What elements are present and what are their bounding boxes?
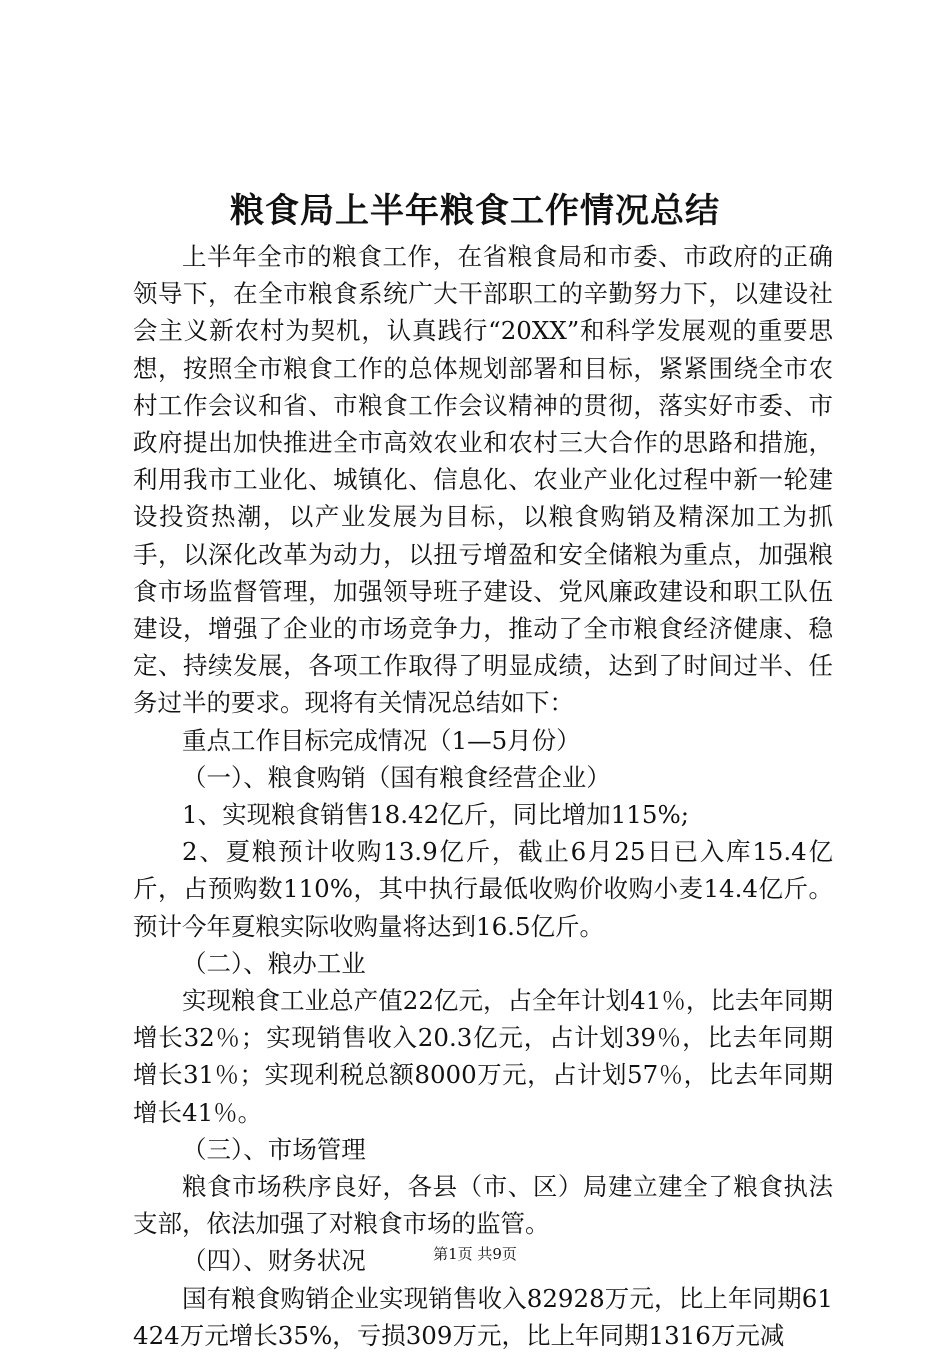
paragraph-intro: 上半年全市的粮食工作，在省粮食局和市委、市政府的正确领导下，在全市粮食系统广大干部职工的辛勤努力下，以建设社会主义新农村为契机，认真践行“20XX”和科学发展观的重要思想，按照全市粮食工作的总体规划部署和目标，紧紧围绕全市农村工作会议和省、市粮食工作会议精神的贯彻，落实好市委、市政府提出加快推进全市高效农业和农村三大合作的思路和措施，利用我市工业化、城镇化、信息化、农业产业化过程中新一轮建设投资热潮，以产业发展为目标，以粮食购销及精深加工为抓手，以深化改革为动力，以扭亏增盈和安全储粮为重点，加强粮食市场监督管理，加强领导班子建设、党风廉政建设和职工队伍建设，增强了企业的市场竞争力，推动了全市粮食经济健康、稳定、持续发展，各项工作取得了明显成绩，达到了时间过半、任务过半的要求。现将有关情况总结如下：: [133, 242, 833, 718]
paragraph-item-1: 1、实现粮食销售18.42亿斤，同比增加115%;: [182, 800, 690, 830]
paragraph-heading-targets: 重点工作目标完成情况（1—5月份）: [182, 725, 581, 755]
document-title: 粮食局上半年粮食工作情况总结: [230, 191, 720, 231]
paragraph-market: 粮食市场秩序良好，各县（市、区）局建立建全了粮食执法支部，依法加强了对粮食市场的监管。: [133, 1172, 833, 1239]
section-heading-2: （二）、粮办工业: [182, 948, 366, 978]
paragraph-finance: 国有粮食购销企业实现销售收入82928万元，比上年同期61424万元增长35%，亏损309万元，比上年同期1316万元减: [133, 1283, 833, 1350]
paragraph-item-2: 2、夏粮预计收购13.9亿斤，截止6月25日已入库15.4亿斤，占预购数110%，其中执行最低收购价收购小麦14.4亿斤。预计今年夏粮实际收购量将达到16.5亿斤。: [133, 837, 833, 941]
section-heading-4: （四）、财务状况: [182, 1246, 366, 1276]
section-heading-1: （一）、粮食购销（国有粮食经营企业）: [182, 762, 611, 792]
document-body: [133, 238, 833, 1354]
section-heading-3: （三）、市场管理: [182, 1134, 366, 1164]
page-footer: 第1页 共9页: [433, 1245, 517, 1263]
paragraph-industry: 实现粮食工业总产值22亿元，占全年计划41％，比去年同期增长32％；实现销售收入20.3亿元，占计划39％，比去年同期增长31％；实现利税总额8000万元，占计划57％，比去年同期增长41％。: [133, 986, 833, 1127]
